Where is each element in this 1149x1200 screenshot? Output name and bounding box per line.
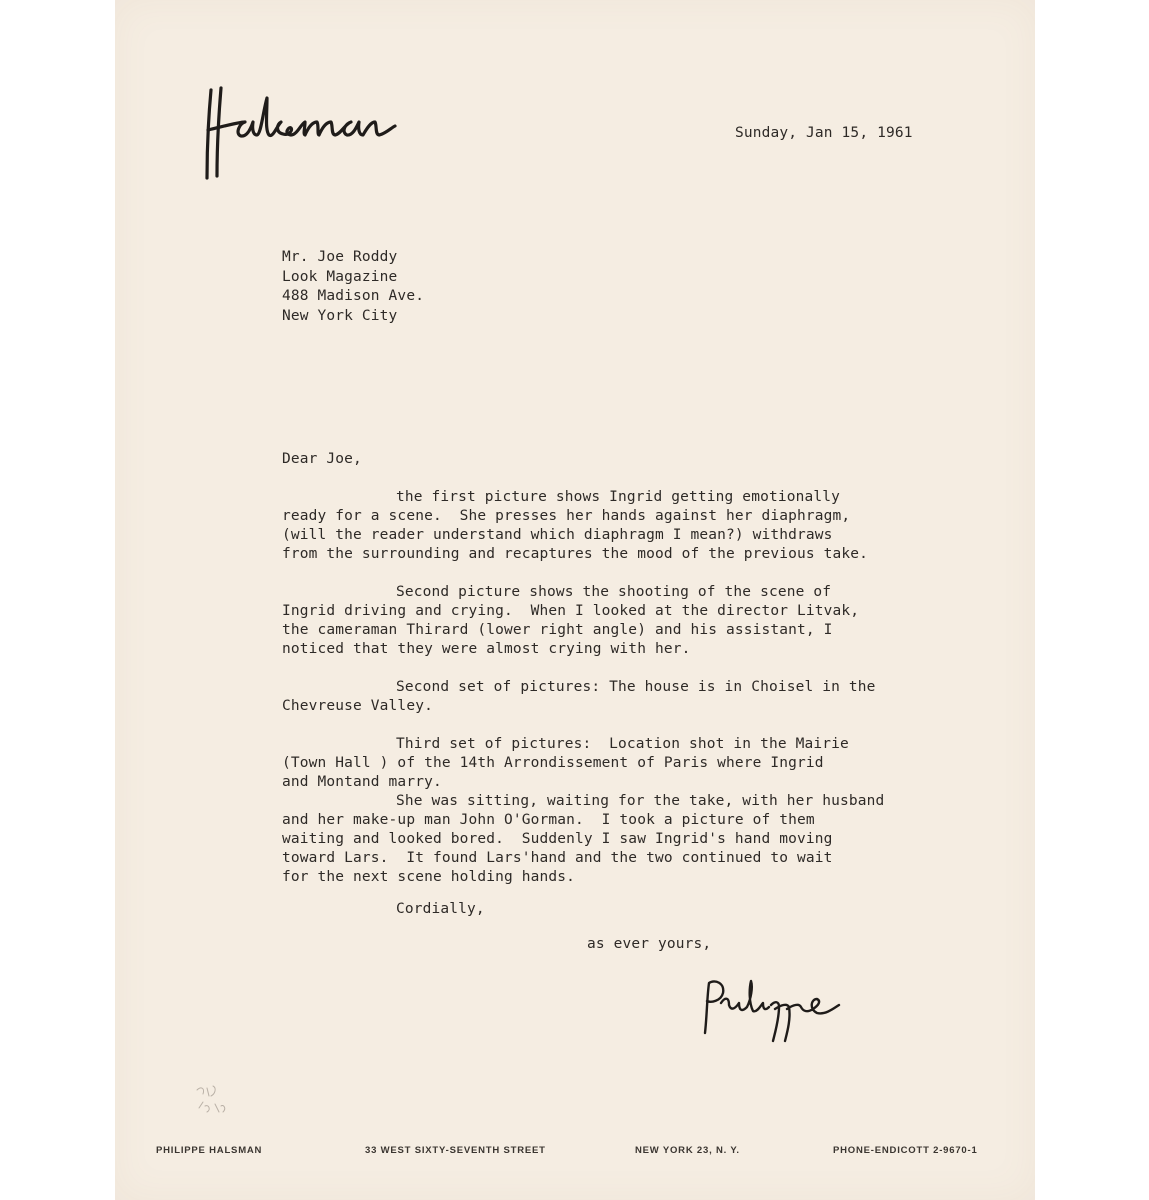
salutation: Dear Joe,	[282, 451, 362, 467]
paragraph-1	[282, 488, 962, 564]
body-line: Second set of pictures: The house is in Choisel in the	[396, 679, 876, 695]
body-line: noticed that they were almost crying with her.	[282, 641, 691, 657]
paragraph-3	[282, 678, 962, 716]
body-line: the cameraman Thirard (lower right angle) and his assistant, I	[282, 622, 833, 638]
address-line: Mr. Joe Roddy	[282, 249, 398, 265]
body-line: the first picture shows Ingrid getting emotionally	[396, 489, 840, 505]
body-line: (will the reader understand which diaphragm I mean?) withdraws	[282, 527, 833, 543]
footer-name: PHILIPPE HALSMAN	[156, 1145, 263, 1156]
recipient-address	[282, 248, 424, 326]
body-line: Third set of pictures: Location shot in the Mairie	[396, 736, 849, 752]
valediction: as ever yours,	[587, 936, 712, 952]
body-line: and her make-up man John O'Gorman. I took a picture of them	[282, 812, 815, 828]
body-line: Chevreuse Valley.	[282, 698, 433, 714]
paragraph-5	[282, 792, 962, 887]
letter-body	[282, 488, 962, 887]
handwritten-signature	[695, 975, 845, 1045]
body-line: for the next scene holding hands.	[282, 869, 576, 885]
body-line: from the surrounding and recaptures the mood of the previous take.	[282, 546, 869, 562]
paragraph-4	[282, 735, 962, 792]
footer-phone: PHONE-ENDICOTT 2-9670-1	[833, 1145, 978, 1156]
address-line: Look Magazine	[282, 268, 398, 285]
footer-street: 33 WEST SIXTY-SEVENTH STREET	[365, 1145, 546, 1156]
letter-page	[115, 0, 1035, 1200]
body-line: Ingrid driving and crying. When I looked at the director Litvak,	[282, 603, 860, 619]
body-line: toward Lars. It found Lars'hand and the two continued to wait	[282, 850, 833, 866]
footer-city: NEW YORK 23, N. Y.	[635, 1145, 740, 1156]
closing: Cordially,	[396, 901, 485, 917]
body-line: ready for a scene. She presses her hands against her diaphragm,	[282, 508, 851, 524]
address-line: New York City	[282, 307, 398, 324]
halsman-logo	[205, 82, 405, 182]
letter-date: Sunday, Jan 15, 1961	[735, 125, 913, 141]
address-line: 488 Madison Ave.	[282, 288, 425, 304]
body-line: She was sitting, waiting for the take, with her husband	[396, 793, 885, 809]
body-line: (Town Hall ) of the 14th Arrondissement of Paris where Ingrid	[282, 755, 824, 771]
paragraph-2	[282, 583, 962, 659]
body-line: and Montand marry.	[282, 774, 442, 790]
body-line: waiting and looked bored. Suddenly I saw Ingrid's hand moving	[282, 831, 833, 847]
body-line: Second picture shows the shooting of the scene of	[396, 584, 832, 600]
pencil-marking	[193, 1082, 233, 1122]
